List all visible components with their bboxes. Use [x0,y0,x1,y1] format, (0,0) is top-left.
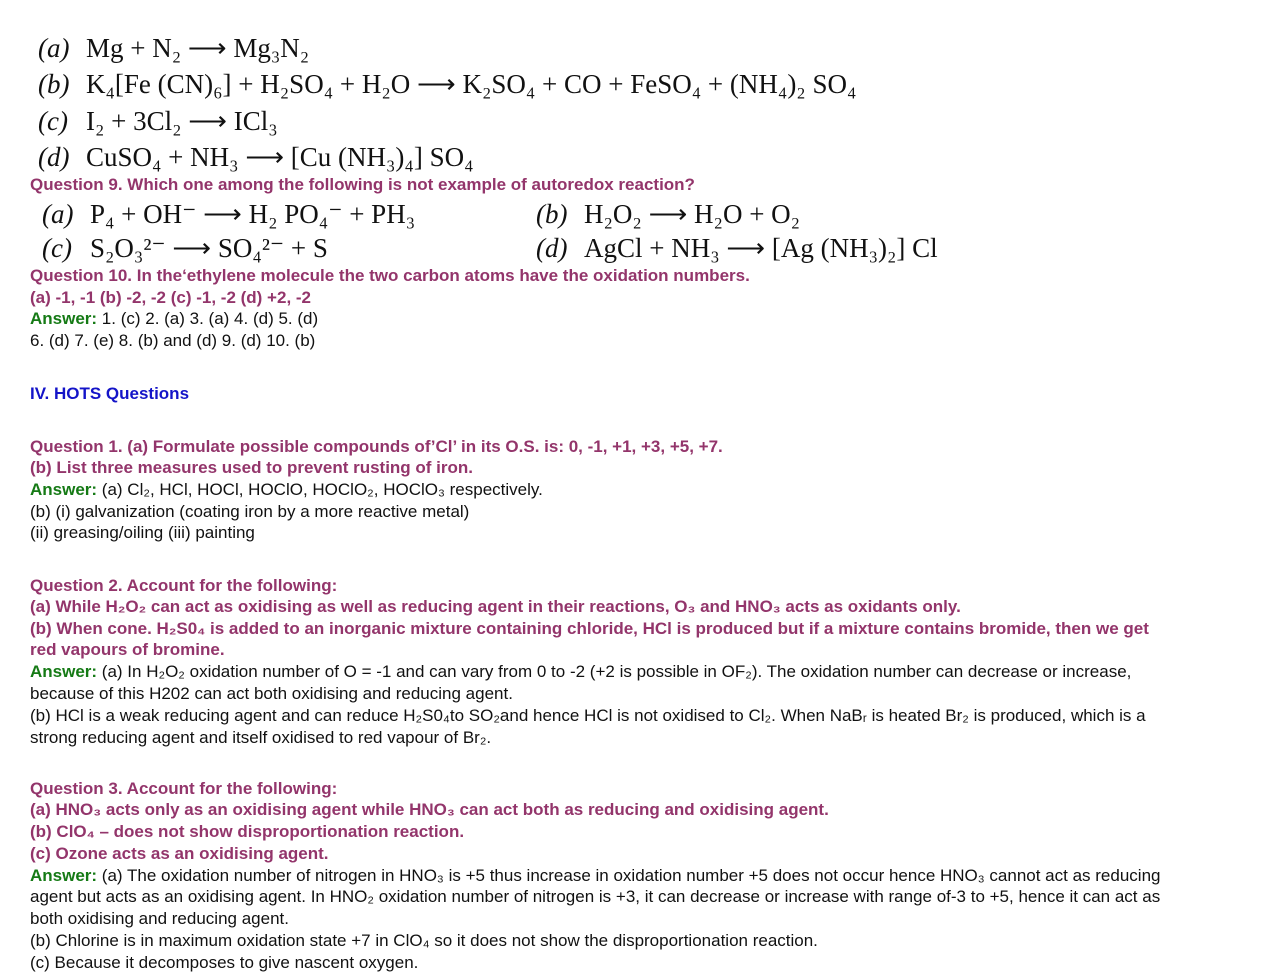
answer-text: 1. (c) 2. (a) 3. (a) 4. (d) 5. (d) [97,309,319,328]
option-label: (d) [38,142,70,172]
hots-2-answer [30,661,1131,683]
equation-q8-c [38,104,278,138]
equation-text: H₂O₂ ⟶ H₂O + O₂ [584,199,801,229]
hots-3-answer-line: agent but acts as an oxidising agent. In HNO₂ oxidation number of nitrogen is +3, it can decrease or increase with range of-3 to +5, hence it can act as [30,887,1161,906]
option-label: (a) [38,33,70,63]
option-label: (a) [42,199,74,229]
answer-label: Answer: [30,662,98,681]
hots-1-answer-line: (ii) greasing/oiling (iii) painting [30,523,255,542]
hots-1-question: Question 1. (a) Formulate possible compounds of’Cl’ in its O.S. is: 0, -1, +1, +3, +5, +7. [30,437,723,456]
hots-1-question: (b) List three measures used to prevent rusting of iron. [30,458,474,477]
equation-q8-b [38,67,856,101]
option-label: (d) [536,233,568,263]
hots-2-answer-line: (b) HCl is a weak reducing agent and can reduce H₂S0₄to SO₂and hence HCl is not oxidised to Cl₂. When NaBᵣ is heated Br₂ is produced, which is a [30,706,1146,725]
hots-1-answer [30,479,543,501]
equation-q8-a [38,31,309,65]
hots-3-answer [30,865,1160,887]
answer-label: Answer: [30,480,98,499]
equation-text: Mg + N₂ ⟶ Mg₃N₂ [86,33,310,63]
hots-2-question: red vapours of bromine. [30,640,225,659]
equation-text: S₂O₃²⁻ ⟶ SO₄²⁻ + S [90,233,328,263]
hots-3-answer-line: both oxidising and reducing agent. [30,909,289,928]
equation-q9-a [42,197,415,231]
answer-key-line-2: 6. (d) 7. (e) 8. (b) and (d) 9. (d) 10. (b) [30,331,316,350]
section-heading-hots: IV. HOTS Questions [30,384,190,403]
hots-2-question: (b) When cone. H₂S0₄ is added to an inorganic mixture containing chloride, HCl is produced but if a mixture contains bromide, then we get [30,619,1149,638]
answer-label: Answer: [30,866,98,885]
equation-q9-c [42,231,328,265]
equation-text: AgCl + NH₃ ⟶ [Ag (NH₃)₂] Cl [584,233,938,263]
hots-2-answer-line: strong reducing agent and itself oxidised to red vapour of Br₂. [30,728,492,747]
answer-key-line-1 [30,308,318,330]
answer-text: (a) The oxidation number of nitrogen in HNO₃ is +5 thus increase in oxidation number +5 does not occur hence HNO₃ cannot act as reducing [97,866,1161,885]
hots-3-answer-line: (b) Chlorine is in maximum oxidation state +7 in ClO₄ so it does not show the disproportionation reaction. [30,931,818,950]
equation-q9-d [536,231,938,265]
option-label: (b) [38,69,70,99]
hots-3-question: Question 3. Account for the following: [30,779,338,798]
question-10: Question 10. In the‘ethylene molecule the two carbon atoms have the oxidation numbers. [30,266,750,285]
equation-q9-b [536,197,800,231]
equation-text: CuSO₄ + NH₃ ⟶ [Cu (NH₃)₄] SO₄ [86,142,474,172]
question-10-options: (a) -1, -1 (b) -2, -2 (c) -1, -2 (d) +2, -2 [30,288,312,307]
hots-2-answer-line: because of this H202 can act both oxidising and reducing agent. [30,684,513,703]
answer-text: (a) In H₂O₂ oxidation number of O = -1 and can vary from 0 to -2 (+2 is possible in OF₂). The oxidation number can decrease or increase, [97,662,1132,681]
option-label: (c) [38,106,68,136]
equation-q8-d [38,140,474,174]
option-label: (b) [536,199,568,229]
equation-text: I₂ + 3Cl₂ ⟶ ICl₃ [86,106,278,136]
option-label: (c) [42,233,72,263]
hots-3-answer-line: (c) Because it decomposes to give nascent oxygen. [30,953,419,972]
equation-text: K₄[Fe (CN)₆] + H₂SO₄ + H₂O ⟶ K₂SO₄ + CO + FeSO₄ + (NH₄)₂ SO₄ [86,69,857,99]
answer-text: (a) Cl₂, HCl, HOCl, HOClO, HOClO₂, HOClO₃ respectively. [97,480,543,499]
question-9: Question 9. Which one among the following is not example of autoredox reaction? [30,175,695,194]
answer-label: Answer: [30,309,98,328]
hots-3-question: (c) Ozone acts as an oxidising agent. [30,844,329,863]
hots-1-answer-line: (b) (i) galvanization (coating iron by a more reactive metal) [30,502,470,521]
hots-2-question: (a) While H₂O₂ can act as oxidising as well as reducing agent in their reactions, O₃ and HNO₃ acts as oxidants only. [30,597,961,616]
hots-3-question: (a) HNO₃ acts only as an oxidising agent while HNO₃ can act both as reducing and oxidising agent. [30,800,829,819]
equation-text: P₄ + OH⁻ ⟶ H₂ PO₄⁻ + PH₃ [90,199,416,229]
hots-2-question: Question 2. Account for the following: [30,576,338,595]
hots-3-question: (b) ClO₄ – does not show disproportionation reaction. [30,822,465,841]
